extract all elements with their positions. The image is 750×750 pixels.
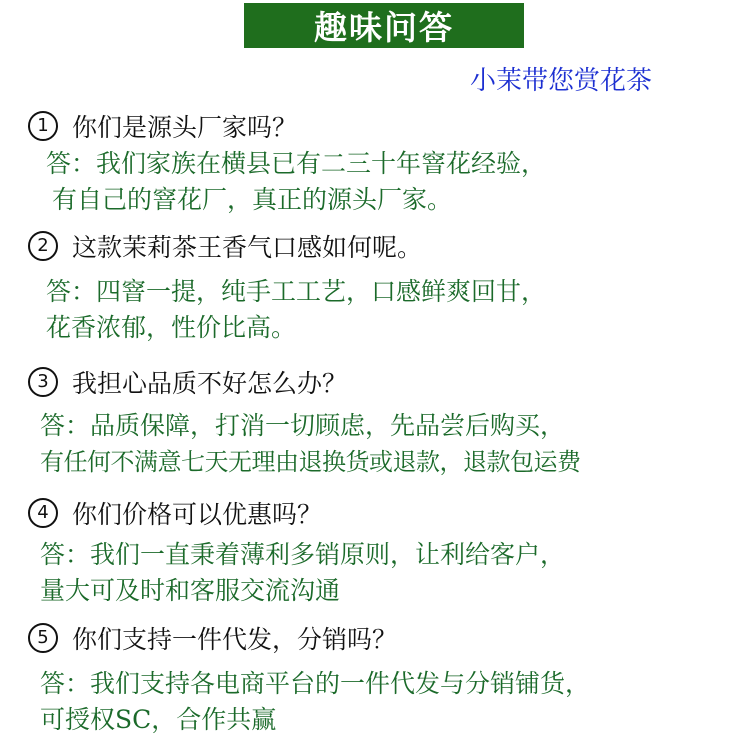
question-text-1: 你们是源头厂家吗？ [72, 113, 298, 142]
number-badge-3: 3 [28, 367, 58, 397]
answer-5 [40, 666, 590, 738]
number-badge-4: 4 [28, 498, 58, 528]
answer-4-line-1: 答：我们一直秉着薄利多销原则，让利给客户， [40, 540, 566, 569]
question-text-5: 你们支持一件代发，分销吗？ [72, 625, 398, 654]
question-4 [28, 495, 322, 531]
question-text-4: 你们价格可以优惠吗？ [72, 500, 323, 529]
answer-4-line-2: 量大可及时和客服交流沟通 [40, 576, 341, 605]
number-badge-1: 1 [28, 111, 58, 141]
question-2 [28, 228, 422, 264]
answer-5-line-1: 答：我们支持各电商平台的一件代发与分销铺货， [40, 669, 591, 698]
question-5 [28, 620, 397, 656]
number-badge-2: 2 [28, 231, 58, 261]
answer-3 [40, 408, 581, 480]
answer-3-line-2: 有任何不满意七天无理由退换货或退款，退款包运费 [40, 448, 581, 476]
number-badge-5: 5 [28, 623, 58, 653]
question-text-2: 这款茉莉茶王香气口感如何呢。 [72, 233, 423, 262]
page-title: 趣味问答 [314, 8, 454, 47]
answer-1 [46, 146, 546, 218]
question-text-3: 我担心品质不好怎么办？ [72, 369, 348, 398]
answer-2-line-1: 答：四窨一提，纯手工工艺，口感鲜爽回甘， [46, 277, 547, 306]
answer-3-line-1: 答：品质保障，打消一切顾虑，先品尝后购买， [40, 411, 566, 440]
answer-2 [46, 274, 546, 346]
answer-1-line-2: 有自己的窨花厂，真正的源头厂家。 [52, 185, 453, 214]
question-3 [28, 364, 347, 400]
answer-5-line-2: 可授权SC，合作共赢 [40, 705, 277, 734]
answer-1-line-1: 答：我们家族在横县已有二三十年窨花经验， [46, 149, 547, 178]
question-1 [28, 108, 297, 144]
title-banner [244, 3, 524, 48]
answer-2-line-2: 花香浓郁，性价比高。 [46, 313, 297, 342]
answer-4 [40, 537, 565, 609]
subtitle: 小茉带您赏花茶 [470, 66, 653, 96]
